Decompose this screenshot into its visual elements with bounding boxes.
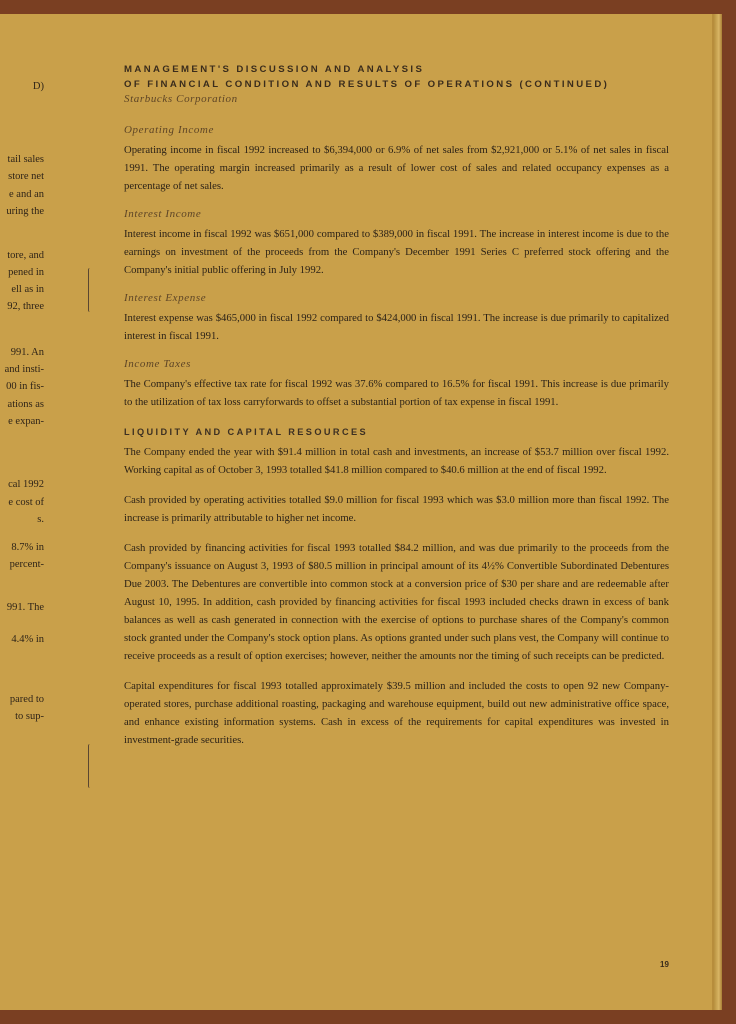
fragment-line: e expan- — [8, 416, 44, 427]
binding-staple-bottom — [88, 744, 92, 788]
header-line-2: OF FINANCIAL CONDITION AND RESULTS OF OPERATIONS (CONTINUED) — [124, 79, 610, 90]
fragment-line: 991. An — [10, 347, 44, 358]
liquidity-paragraph-1: The Company ended the year with $91.4 million in total cash and investments, an increase of $53.7 million over fiscal 1992. Working capital as of October 3, 1993 totalled $41.8 million compared to $40.6 million at the end of fiscal 1992. — [124, 446, 669, 476]
interest-expense-text: Interest expense was $465,000 in fiscal 1992 compared to $424,000 in fiscal 1991. The increase is due primarily to capitalized interest in fiscal 1991. — [124, 312, 669, 342]
liquidity-paragraph-3: Cash provided by financing activities for fiscal 1993 totalled $84.2 million, and was due primarily to the proceeds from the Company's issuance on August 3, 1993 of $80.5 million in principal amount of its 4½% Convertible Subordinated Debentures Due 2003. The Debentures are convertible into common stock at a conversion price of $30 per share and are redeemable after August 10, 1995. In addition, cash provided by financing activities for fiscal 1993 included checks drawn in excess of bank balances as well as cash generated in connection with the exercise of options to purchase shares of the Company's common stock granted under the Company's stock option plans. As options granted under such plans vest, the Company will continue to receive proceeds as a result of option exercises; however, neither the amounts nor the timing of such receipts can be predicted. — [124, 542, 669, 662]
page-number: 19 — [660, 960, 669, 969]
liquidity-heading: LIQUIDITY AND CAPITAL RESOURCES — [124, 427, 369, 437]
interest-income-text: Interest income in fiscal 1992 was $651,000 compared to $389,000 in fiscal 1991. The increase in interest income is due to the earnings on investment of the proceeds from the Company's December 1991 Series C preferred stock offering and the Company's initial public offering in July 1992. — [124, 228, 669, 276]
fragment-line: pared to — [9, 694, 44, 705]
fragment-line: tore, and — [7, 250, 44, 261]
fragment-line: e cost of — [8, 497, 44, 508]
interest-income-heading: Interest Income — [124, 208, 202, 220]
fragment-line: percent- — [9, 559, 44, 570]
income-taxes-text: The Company's effective tax rate for fiscal 1992 was 37.6% compared to 16.5% for fiscal 1991. This increase is due primarily to the utilization of tax loss carryforwards to offset a substantial portion of tax expense in fiscal 1991. — [124, 378, 669, 408]
fragment-line: store net — [8, 171, 44, 182]
binding-staple-top — [88, 268, 92, 312]
fragment-line: and insti- — [4, 364, 44, 375]
fragment-line: ell as in — [11, 284, 44, 295]
fragment-line: 991. The — [6, 602, 44, 613]
fragment-line: e and an — [9, 189, 44, 200]
page-edge — [714, 14, 722, 1010]
fragment-line: cal 1992 — [8, 479, 44, 490]
liquidity-paragraph-2: Cash provided by operating activities totalled $9.0 million for fiscal 1993 which was $3.0 million more than fiscal 1992. The increase is primarily attributable to higher net income. — [124, 494, 669, 524]
header-line-1: MANAGEMENT'S DISCUSSION AND ANALYSIS — [124, 64, 425, 75]
operating-income-heading: Operating Income — [124, 124, 214, 136]
fragment-line: uring the — [6, 206, 44, 217]
main-content — [124, 62, 669, 761]
company-name: Starbucks Corporation — [124, 93, 238, 105]
income-taxes-heading: Income Taxes — [124, 358, 191, 370]
fragment-line: ations as — [7, 399, 44, 410]
previous-page-fragments — [0, 14, 48, 1010]
interest-expense-heading: Interest Expense — [124, 292, 207, 304]
fragment-line: to sup- — [15, 711, 44, 722]
operating-income-text: Operating income in fiscal 1992 increased to $6,394,000 or 6.9% of net sales from $2,921,000 or 5.1% of net sales in fiscal 1991. The operating margin increased primarily as a result of lower cost of sales and related occupancy expenses as a percentage of net sales. — [124, 144, 669, 192]
fragment-line: 8.7% in — [11, 542, 44, 553]
document-page — [0, 14, 714, 1010]
fragment-line: D) — [32, 81, 44, 92]
fragment-line: 92, three — [7, 301, 44, 312]
fragment-line: tail sales — [7, 154, 44, 165]
fragment-line: s. — [37, 514, 44, 525]
fragment-line: 00 in fis- — [6, 381, 44, 392]
fragment-line: 4.4% in — [11, 634, 44, 645]
liquidity-paragraph-4: Capital expenditures for fiscal 1993 totalled approximately $39.5 million and included the costs to open 92 new Company-operated stores, purchase additional roasting, packaging and warehouse equipment, build out new administrative office space, and enhance existing information systems. Cash in excess of the requirements for capital expenditures was invested in investment-grade securities. — [124, 680, 669, 746]
fragment-line: pened in — [8, 267, 44, 278]
